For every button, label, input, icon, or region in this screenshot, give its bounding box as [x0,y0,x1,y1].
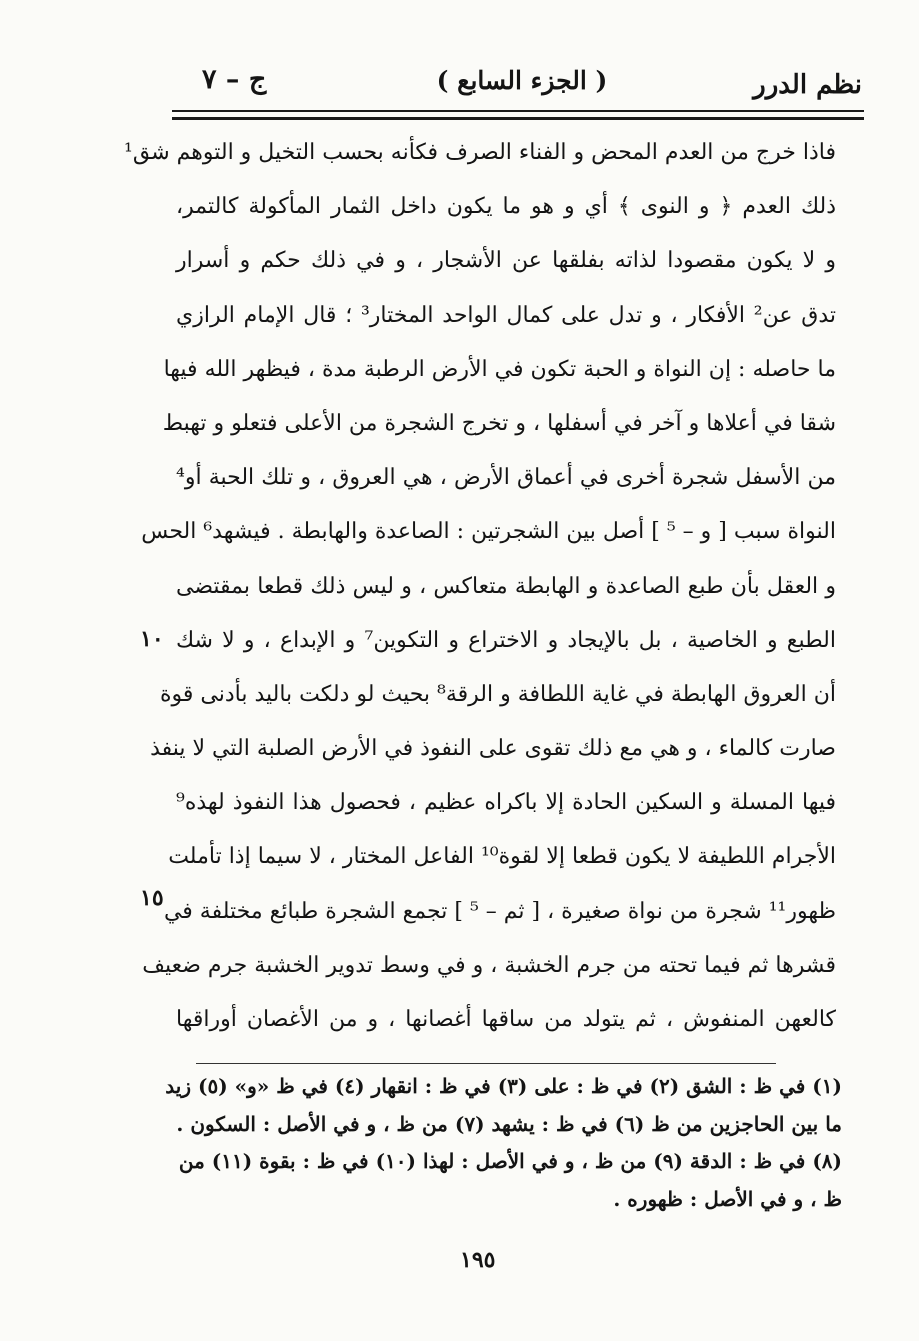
text-line: تدق عن² الأفكار ، و تدل على كمال الواحد المختار³ ؛ قال الإمام الرازي [176,302,836,328]
text-line: و لا يكون مقصودا لذاته بفلقها عن الأشجار ، و في ذلك حكم و أسرار [176,248,836,274]
page-number: ١٩٥ [460,1247,496,1273]
text-line: فاذا خرج من العدم المحض و الفناء الصرف فكأنه بحسب التخيل و التوهم شق¹ [124,140,836,165]
text-line: ذلك العدم ﴿ و النوى ﴾ أي و هو ما يكون داخل الثمار المأكولة كالتمر، [176,194,836,220]
book-title: نظم الدرر [753,70,862,100]
text-line: قشرها ثم فيما تحته من جرم الخشبة ، و في وسط تدوير الخشبة جرم ضعيف [142,952,836,978]
footnote-rule [196,1063,776,1064]
running-header [172,62,862,106]
text-line: من الأسفل شجرة أخرى في أعماق الأرض ، هي العروق ، و تلك الحبة أو⁴ [176,465,836,491]
footnote-line: ظ ، و في الأصل : ظهوره . [613,1186,842,1211]
text-line: أن العروق الهابطة في غاية اللطافة و الرقة⁸ بحيث لو دلكت باليد بأدنى قوة [159,681,836,707]
footnote-line: ما بين الحاجزين من ظ (٦) في ظ : يشهد (٧) من ظ ، و في الأصل : السكون . [176,1111,842,1136]
text-line: صارت كالماء ، و هي مع ذلك تقوى على النفوذ في الأرض الصلبة التي لا ينفذ [150,736,836,762]
volume-page-label: ج – ٧ [202,64,267,95]
footnote-line: (٨) في ظ : الدقة (٩) من ظ ، و في الأصل : لهذا (١٠) في ظ : بقوة (١١) من [178,1149,842,1173]
text-line: الطبع و الخاصية ، بل بالإيجاد و الاختراع و التكوين⁷ و الإبداع ، و لا شك [176,627,836,653]
part-label: ( الجزء السابع ) [436,66,608,95]
text-line: و العقل بأن طبع الصاعدة و الهابطة متعاكس ، و ليس ذلك قطعا بمقتضى [176,573,836,599]
text-line: فيها المسلة و السكين الحادة إلا باكراه عظيم ، فحصول هذا النفوذ لهذه⁹ [176,790,836,816]
footnote-line: (١) في ظ : الشق (٢) في ظ : على (٣) في ظ : انقهار (٤) في ظ «و» (٥) زيد [165,1074,842,1098]
header-rule-thick [172,117,864,120]
text-line: الأجرام اللطيفة لا يكون قطعا إلا لقوة¹⁰ الفاعل المختار ، لا سيما إذا تأملت [168,844,836,870]
text-line: ما حاصله : إن النواة و الحبة تكون في الأرض الرطبة مدة ، فيظهر الله فيها [163,356,836,382]
text-line: ظهور¹¹ شجرة من نواة صغيرة ، [ ثم – ⁵ ] تجمع الشجرة طبائع مختلفة في [163,898,836,924]
text-line: النواة سبب [ و – ⁵ ] أصل بين الشجرتين : الصاعدة والهابطة . فيشهد⁶ الحس [141,519,836,545]
line-number-15: ١٥ [140,885,164,911]
header-rule [172,110,864,112]
text-line: شقا في أعلاها و آخر في أسفلها ، و تخرج الشجرة من الأعلى فتعلو و تهبط [162,410,836,436]
line-number-10: ١٠ [140,626,164,652]
text-line: كالعهن المنفوش ، ثم يتولد من ساقها أغصانها ، و من الأغصان أوراقها [176,1007,836,1032]
footnotes [165,1068,842,1218]
